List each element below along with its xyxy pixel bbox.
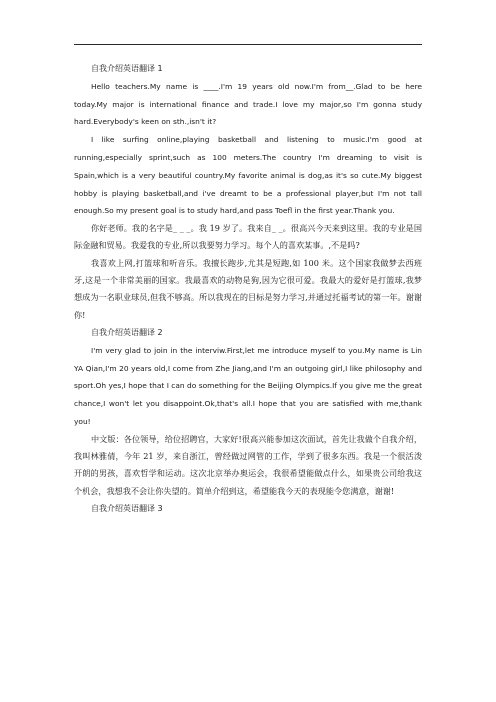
english-paragraph: Hello teachers.My name is ____.I'm 19 years old now.I'm from__.Glad to be here today.My major is international finance and trade.I love my major,so I'm gonna study hard.Everybody's keen on sth.,isn't it? [74,81,422,127]
chinese-paragraph: 我喜欢上网,打篮球和听音乐。我擅长跑步,尤其是短跑,如 100 米。这个国家我做梦去西班牙,这是一个非常美丽的国家。我最喜欢的动物是狗,因为它很可爱。我最大的爱好是打篮球,我梦想成为一名职业球员,但我不够高。所以我现在的目标是努力学习,并通过托福考试的第一年。谢谢你! [74,257,422,320]
header-rule [74,44,422,45]
document-body [74,60,422,518]
section-heading-2: 自我介绍英语翻译 2 [91,327,163,337]
chinese-paragraph: 你好老师。我的名字是_ _ _。我 19 岁了。我来自_ _。很高兴今天来到这里。我的专业是国际金融和贸易。我爱我的专业,所以我要努力学习。每个人的喜欢某事。,不是吗? [74,223,422,251]
chinese-paragraph: 中文版：各位领导，给位招聘官，大家好!很高兴能参加这次面试，首先让我做个自我介绍，我叫林雅倩，今年 21 岁，来自浙江，曾经做过网管的工作，学到了很多东西。我是一个很活泼开朗的男孩，喜欢哲学和运动。这次北京举办奥运会，我很希望能做点什么，如果贵公司给我这个机会，我想我不会让你失望的。简单介绍到这，希望能我今天的表现能令您满意，谢谢! [74,433,422,496]
section-heading-3: 自我介绍英语翻译 3 [91,503,163,513]
english-paragraph: I'm very glad to join in the interviw.First,let me introduce myself to you.My name is Lin YA Qian,I'm 20 years old,I come from Zhe Jiang,and I'm an outgoing girl,I like philosophy and sport.Oh yes,I hope that I can do something for the Beijing Olympics.If you give me the great chance,I won't let you disappoint.Ok,that's all.I hope that you are satisfied with me,thank you! [74,345,422,426]
english-paragraph: I like surfing online,playing basketball and listening to music.I'm good at running,especially sprint,such as 100 meters.The country I'm dreaming to visit is Spain,which is a very beautiful country.My favorite animal is dog,as it's so cute.My biggest hobby is playing basketball,and i've dreamt to be a professional player,but I'm not tall enough.So my present goal is to study hard,and pass Toefl in the first year.Thank you. [74,135,422,216]
section-heading-1: 自我介绍英语翻译 1 [91,64,163,73]
